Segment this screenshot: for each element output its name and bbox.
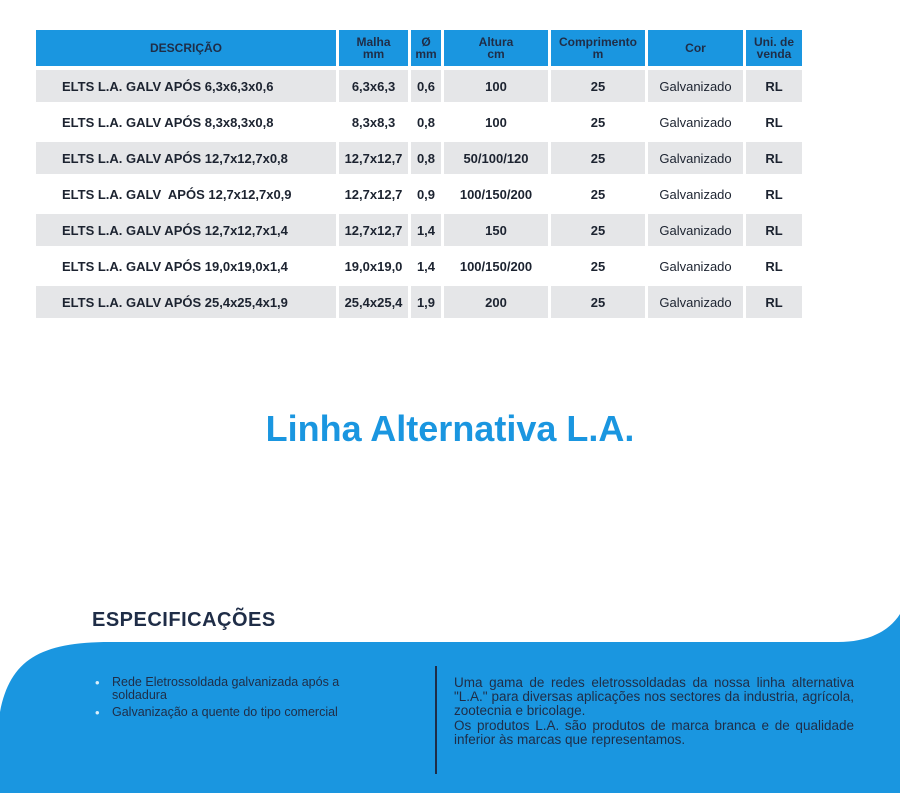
cell-cor: Galvanizado (648, 214, 743, 246)
cell-cor: Galvanizado (648, 106, 743, 138)
cell-descricao: ELTS L.A. GALV APÓS 8,3x8,3x0,8 (36, 106, 336, 138)
cell-cor: Galvanizado (648, 70, 743, 102)
specs-bullet-list (95, 676, 395, 723)
specs-description (454, 676, 854, 748)
cell-malha: 12,7x12,7 (339, 142, 408, 174)
cell-altura: 100 (444, 106, 548, 138)
cell-comprimento: 25 (551, 70, 645, 102)
bullet-dot-icon: • (95, 705, 100, 720)
cell-malha: 6,3x6,3 (339, 70, 408, 102)
cell-cor: Galvanizado (648, 286, 743, 318)
cell-diametro: 1,4 (411, 250, 441, 282)
cell-unidade: RL (746, 214, 802, 246)
cell-comprimento: 25 (551, 106, 645, 138)
cell-altura: 100/150/200 (444, 250, 548, 282)
header-descricao: DESCRIÇÃO (36, 30, 336, 66)
cell-diametro: 1,9 (411, 286, 441, 318)
list-item: • Rede Eletrossoldada galvanizada após a soldadura (95, 675, 340, 702)
cell-descricao: ELTS L.A. GALV APÓS 25,4x25,4x1,9 (36, 286, 336, 318)
cell-unidade: RL (746, 178, 802, 210)
cell-unidade: RL (746, 142, 802, 174)
cell-comprimento: 25 (551, 214, 645, 246)
header-altura: Altura cm (444, 30, 548, 66)
cell-descricao: ELTS L.A. GALV APÓS 12,7x12,7x1,4 (36, 214, 336, 246)
cell-cor: Galvanizado (648, 250, 743, 282)
cell-diametro: 0,6 (411, 70, 441, 102)
cell-descricao: ELTS L.A. GALV APÓS 6,3x6,3x0,6 (36, 70, 336, 102)
cell-altura: 100/150/200 (444, 178, 548, 210)
cell-cor: Galvanizado (648, 142, 743, 174)
cell-descricao: ELTS L.A. GALV APÓS 12,7x12,7x0,9 (36, 178, 336, 210)
cell-altura: 200 (444, 286, 548, 318)
cell-altura: 150 (444, 214, 548, 246)
specs-heading: ESPECIFICAÇÕES (92, 609, 276, 631)
header-malha: Malha mm (339, 30, 408, 66)
cell-diametro: 0,8 (411, 142, 441, 174)
cell-diametro: 0,9 (411, 178, 441, 210)
cell-unidade: RL (746, 70, 802, 102)
cell-unidade: RL (746, 286, 802, 318)
cell-malha: 25,4x25,4 (339, 286, 408, 318)
cell-malha: 19,0x19,0 (339, 250, 408, 282)
cell-comprimento: 25 (551, 286, 645, 318)
vertical-divider (435, 666, 437, 774)
cell-diametro: 0,8 (411, 106, 441, 138)
bullet-dot-icon: • (95, 675, 100, 690)
cell-malha: 8,3x8,3 (339, 106, 408, 138)
cell-comprimento: 25 (551, 250, 645, 282)
description-paragraph: Uma gama de redes eletrossoldadas da nossa linha alternativa "L.A." para diversas aplicações nos sectores da industria, agrícola, zootecnia e bricolage. (454, 675, 854, 718)
cell-altura: 50/100/120 (444, 142, 548, 174)
header-diametro: Ø mm (411, 30, 441, 66)
cell-unidade: RL (746, 106, 802, 138)
cell-comprimento: 25 (551, 178, 645, 210)
description-paragraph: Os produtos L.A. são produtos de marca branca e de qualidade inferior às marcas que representamos. (454, 718, 854, 747)
cell-malha: 12,7x12,7 (339, 214, 408, 246)
header-comprimento: Comprimento m (551, 30, 645, 66)
header-cor: Cor (648, 30, 743, 66)
product-line-title: Linha Alternativa L.A. (265, 408, 635, 449)
cell-altura: 100 (444, 70, 548, 102)
header-unidade-venda: Uni. de venda (746, 30, 802, 66)
cell-descricao: ELTS L.A. GALV APÓS 19,0x19,0x1,4 (36, 250, 336, 282)
cell-unidade: RL (746, 250, 802, 282)
cell-malha: 12,7x12,7 (339, 178, 408, 210)
cell-cor: Galvanizado (648, 178, 743, 210)
list-item: • Galvanização a quente do tipo comercial (95, 705, 338, 720)
cell-diametro: 1,4 (411, 214, 441, 246)
cell-descricao: ELTS L.A. GALV APÓS 12,7x12,7x0,8 (36, 142, 336, 174)
cell-comprimento: 25 (551, 142, 645, 174)
